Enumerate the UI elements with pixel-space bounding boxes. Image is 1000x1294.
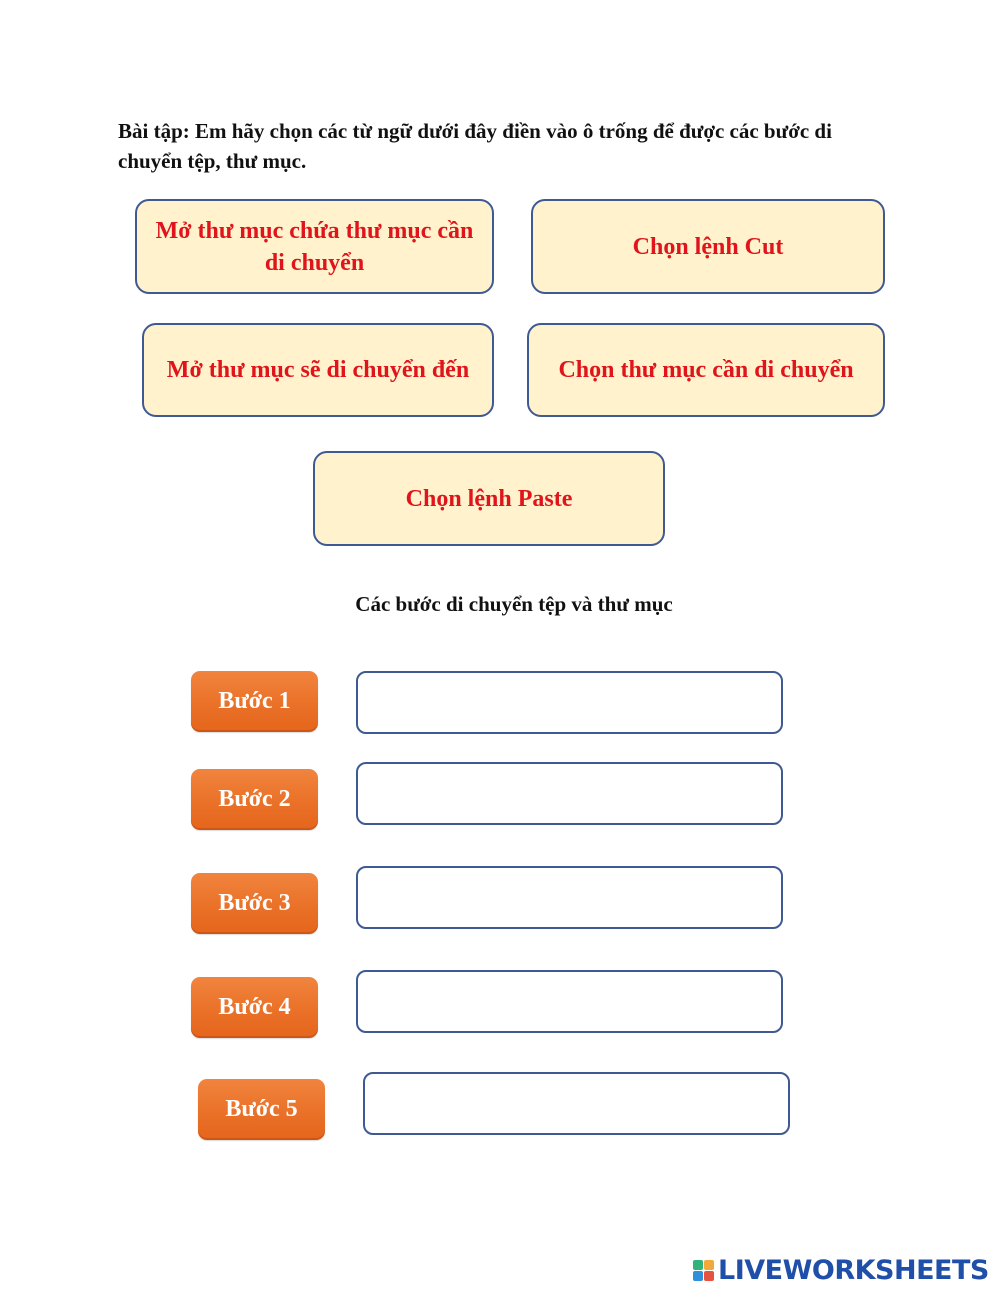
step-label-2: Bước 2 <box>191 769 318 830</box>
step-label-3: Bước 3 <box>191 873 318 934</box>
step-label-5: Bước 5 <box>198 1079 325 1140</box>
liveworksheets-logo-icon <box>693 1260 714 1281</box>
step-label-4: Bước 4 <box>191 977 318 1038</box>
answer-box-4[interactable] <box>356 970 783 1033</box>
word-card-open-destination-folder[interactable]: Mở thư mục sẽ di chuyển đến <box>142 323 494 417</box>
word-card-cut-command[interactable]: Chọn lệnh Cut <box>531 199 885 294</box>
liveworksheets-logo <box>693 1254 989 1286</box>
answer-box-3[interactable] <box>356 866 783 929</box>
answer-box-5[interactable] <box>363 1072 790 1135</box>
answer-box-1[interactable] <box>356 671 783 734</box>
step-label-1: Bước 1 <box>191 671 318 732</box>
instruction-text: Bài tập: Em hãy chọn các từ ngữ dưới đây điền vào ô trống để được các bước di chuyển tệp, thư mục. <box>118 119 832 173</box>
word-card-paste-command[interactable]: Chọn lệnh Paste <box>313 451 665 546</box>
answer-box-2[interactable] <box>356 762 783 825</box>
word-card-open-source-folder[interactable]: Mở thư mục chứa thư mục cần di chuyển <box>135 199 494 294</box>
section-title: Các bước di chuyển tệp và thư mục <box>355 592 673 616</box>
logo-text: LIVEWORKSHEETS <box>718 1254 989 1286</box>
word-card-select-folder[interactable]: Chọn thư mục cần di chuyển <box>527 323 885 417</box>
